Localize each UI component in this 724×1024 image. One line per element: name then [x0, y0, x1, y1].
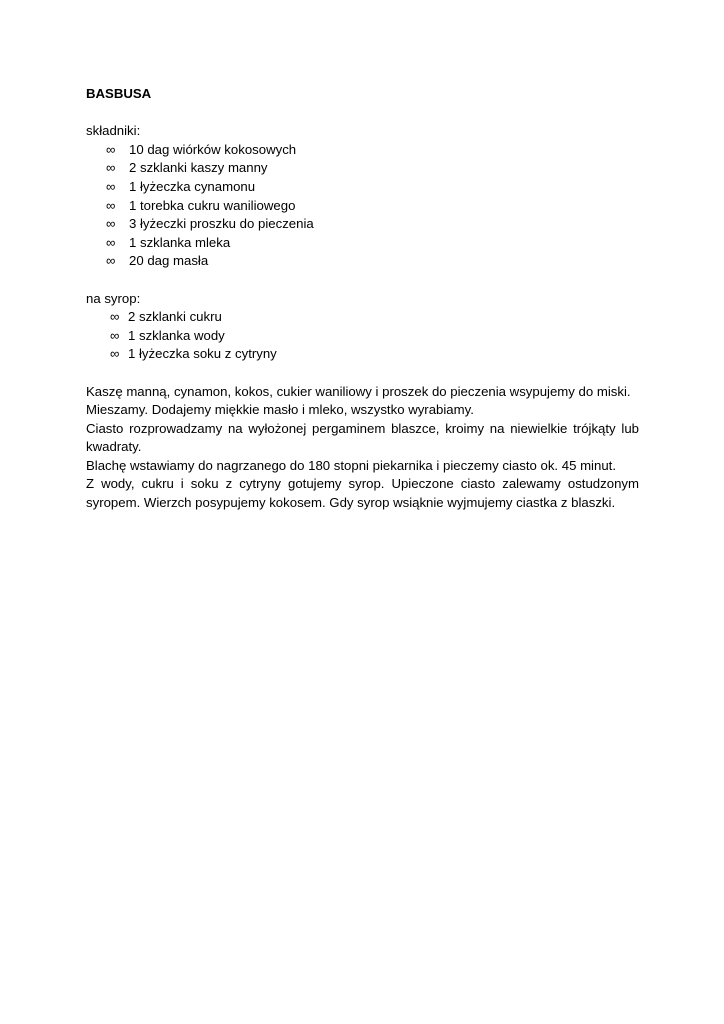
list-item	[86, 178, 639, 197]
ingredient-text: 2 szklanki kaszy manny	[129, 160, 268, 176]
infinity-bullet-icon: ∞	[110, 346, 120, 362]
list-item	[86, 327, 639, 346]
infinity-bullet-icon: ∞	[110, 309, 120, 325]
recipe-title: BASBUSA	[86, 86, 152, 101]
instruction-paragraph: Blachę wstawiamy do nagrzanego do 180 stopni piekarnika i pieczemy ciasto ok. 45 minut.	[86, 457, 616, 473]
instruction-paragraph: Kaszę manną, cynamon, kokos, cukier waniliowy i proszek do pieczenia wsypujemy do miski.	[86, 383, 631, 399]
list-item	[86, 308, 639, 327]
syrup-ingredient-text: 1 łyżeczka soku z cytryny	[128, 346, 277, 362]
infinity-bullet-icon: ∞	[106, 141, 116, 157]
spacer	[86, 271, 639, 290]
list-item	[86, 215, 639, 234]
infinity-bullet-icon: ∞	[106, 216, 116, 232]
list-item	[86, 345, 639, 364]
infinity-bullet-icon: ∞	[106, 178, 116, 194]
infinity-bullet-icon: ∞	[110, 327, 120, 343]
list-item	[86, 234, 639, 253]
infinity-bullet-icon: ∞	[106, 160, 116, 176]
infinity-bullet-icon: ∞	[106, 197, 116, 213]
infinity-bullet-icon: ∞	[106, 234, 116, 250]
instruction-paragraph: Z wody, cukru i soku z cytryny gotujemy syrop. Upieczone ciasto zalewamy ostudzonym syropem. Wierzch posypujemy kokosem. Gdy syrop wsiąknie wyjmujemy ciastka z blaszki.	[86, 476, 639, 511]
instruction-paragraph: Mieszamy. Dodajemy miękkie masło i mleko, wszystko wyrabiamy.	[86, 402, 474, 418]
ingredient-text: 3 łyżeczki proszku do pieczenia	[129, 216, 314, 232]
ingredient-text: 1 torebka cukru waniliowego	[129, 197, 296, 213]
list-item	[86, 159, 639, 178]
ingredients-list	[86, 141, 639, 271]
ingredient-text: 1 łyżeczka cynamonu	[129, 178, 256, 194]
list-item	[86, 252, 639, 271]
instructions-block	[86, 383, 639, 513]
ingredient-text: 10 dag wiórków kokosowych	[129, 141, 297, 157]
syrup-label: na syrop:	[86, 290, 141, 306]
syrup-ingredients-list	[86, 308, 639, 364]
spacer	[86, 364, 639, 383]
ingredient-text: 20 dag masła	[129, 253, 209, 269]
list-item	[86, 141, 639, 160]
recipe-document	[86, 85, 639, 513]
infinity-bullet-icon: ∞	[106, 253, 116, 269]
syrup-ingredient-text: 2 szklanki cukru	[128, 309, 222, 325]
instruction-paragraph: Ciasto rozprowadzamy na wyłożonej pergaminem blaszce, kroimy na niewielkie trójkąty lub kwadraty.	[86, 420, 639, 455]
syrup-ingredient-text: 1 szklanka wody	[128, 327, 225, 343]
ingredient-text: 1 szklanka mleka	[129, 234, 231, 250]
list-item	[86, 197, 639, 216]
ingredients-label: składniki:	[86, 123, 141, 139]
